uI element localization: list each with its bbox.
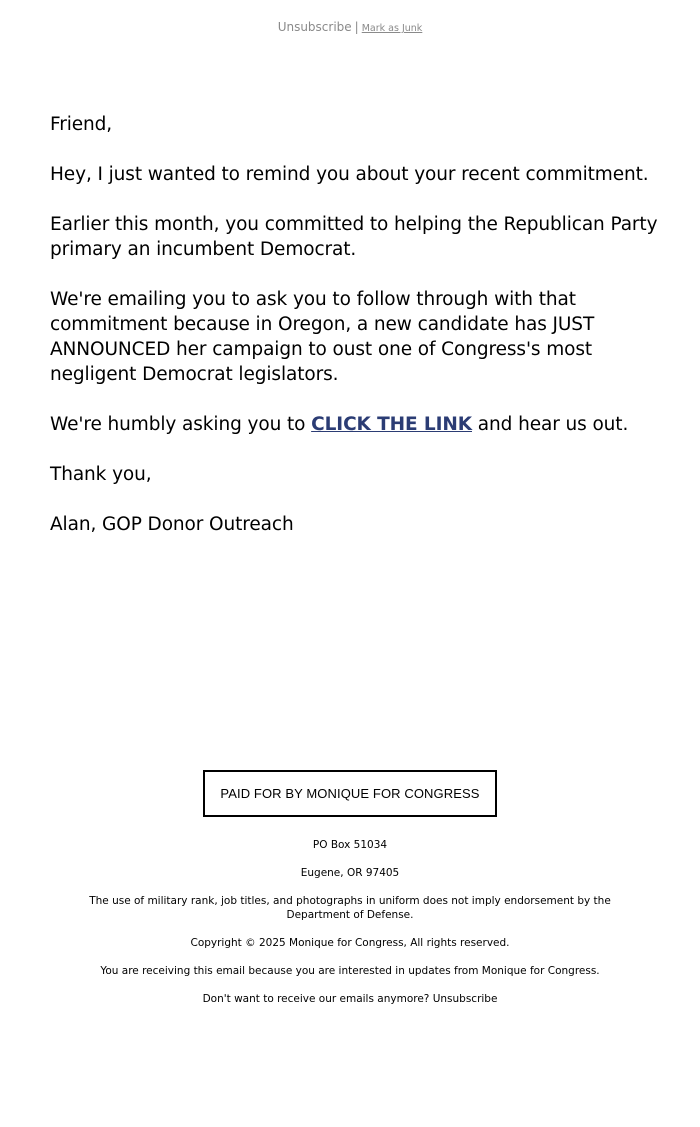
cta-lead-text: We're humbly asking you to [50, 414, 312, 435]
footer-unsubscribe-line [60, 992, 640, 1006]
email-signoff: Thank you, [50, 464, 152, 485]
footer-address-line-1: PO Box 51034 [312, 839, 388, 851]
mark-as-junk-link[interactable]: Mark as Junk [361, 23, 423, 34]
email-greeting: Friend, [50, 114, 113, 135]
email-paragraph-oregon: We're emailing you to ask you to follow through with that commitment because in Oregon, a new candidate has JUST ANNOUNCED her campaign to oust one of Congress's most negligent Democrat legislators. [50, 289, 595, 385]
email-body [50, 112, 660, 562]
top-unsubscribe-link[interactable]: Unsubscribe [277, 20, 352, 34]
email-top-links [0, 19, 700, 37]
top-links-separator: | [354, 20, 359, 34]
cta-trailing-text: and hear us out. [472, 414, 629, 435]
footer-receiving-notice: You are receiving this email because you are interested in updates from Monique for Congress. [100, 965, 600, 977]
footer-unsubscribe-prompt: Don't want to receive our emails anymore? [202, 993, 430, 1005]
footer-disclaimer: The use of military rank, job titles, and photographs in uniform does not imply endorsement by the Department of Defense. [89, 895, 611, 921]
email-paragraph-commitment: Earlier this month, you committed to helping the Republican Party primary an incumbent Democrat. [50, 214, 658, 260]
click-the-link-button[interactable]: CLICK THE LINK [311, 414, 472, 435]
email-paragraph-cta [50, 412, 660, 437]
paid-for-disclaimer-box: PAID FOR BY MONIQUE FOR CONGRESS [203, 770, 497, 817]
footer-copyright: Copyright © 2025 Monique for Congress, All rights reserved. [190, 937, 510, 949]
email-footer [60, 838, 640, 1020]
footer-address-line-2: Eugene, OR 97405 [300, 867, 400, 879]
email-paragraph-reminder: Hey, I just wanted to remind you about your recent commitment. [50, 164, 649, 185]
email-signature: Alan, GOP Donor Outreach [50, 514, 294, 535]
footer-unsubscribe-link[interactable]: Unsubscribe [432, 993, 498, 1005]
